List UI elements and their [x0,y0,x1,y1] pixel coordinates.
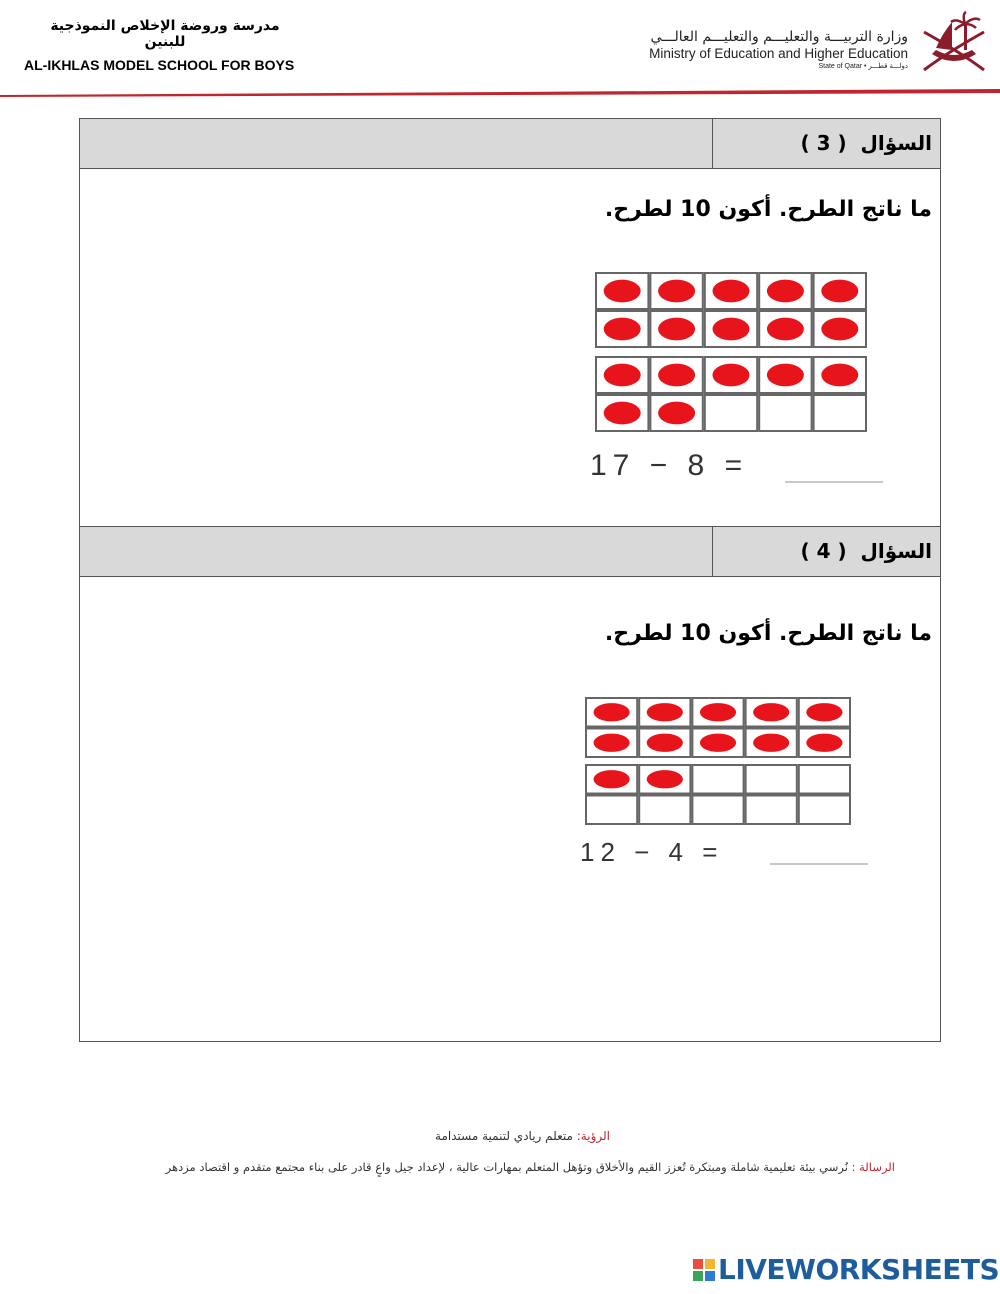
counter-dot [604,364,641,387]
counter-dot [713,318,750,341]
counter-dot [658,318,695,341]
question-4-label: السؤال ( 4 ) [800,539,932,563]
vision-label: الرؤية: [576,1129,610,1143]
counter-dot [658,364,695,387]
counter-dot [594,734,630,752]
counter-dot [604,280,641,303]
liveworksheets-logo-icon [693,1259,715,1281]
counter-dot [647,770,683,788]
question-3-label: السؤال ( 3 ) [800,131,932,155]
ten-frame-pair [585,697,851,825]
counter-dot [658,402,695,425]
ten-frame-cell [692,765,743,794]
ministry-name-arabic: وزارة التربيـــة والتعليـــم والتعليـــم العالـــي [650,29,908,45]
counter-dot [753,734,789,752]
ten-frame [596,273,866,347]
mission-label: الرسالة : [851,1160,895,1174]
counter-dot [658,280,695,303]
qatar-emblem-icon [918,10,990,78]
ten-frame-cell [746,765,797,794]
counter-dot [767,280,804,303]
ten-frame [586,765,850,824]
counter-dot [821,364,858,387]
mission-text: نُرسي بيئة تعليمية شاملة ومبتكرة تُعزز القيم والأخلاق وتؤهل المتعلم بمهارات عالية ، لإعداد جيل واعٍ قادر على بناء مجتمع متقدم و اقتصاد مزدهر [165,1160,852,1174]
ministry-name-english: Ministry of Education and Higher Education [649,46,908,61]
ten-frame-cell [759,395,811,431]
state-of-qatar: State of Qatar • دولـــة قطـــر [818,63,908,70]
ministry-block [580,28,908,72]
question-3-box [79,118,941,527]
counter-dot [713,364,750,387]
question-3-header [80,119,940,169]
counter-dot [604,318,641,341]
counter-dot [700,734,736,752]
question-4-header [80,527,940,577]
question-4-prompt: ما ناتج الطرح. أكون 10 لطرح. [604,621,932,646]
counter-dot [604,402,641,425]
ten-frame-cell [705,395,757,431]
counter-dot [767,364,804,387]
counter-dot [700,703,736,721]
counter-dot [806,734,842,752]
ten-frame-cell [799,796,850,825]
question-3-prompt: ما ناتج الطرح. أكون 10 لطرح. [604,197,932,222]
counter-dot [594,703,630,721]
header-divider [0,82,1000,90]
school-name-arabic: مدرسة وروضة الإخلاص النموذجية للبنين [50,18,280,50]
ten-frame-cell [692,796,743,825]
ten-frame-cell [639,796,690,825]
ten-frame-pair [595,272,867,432]
ten-frame-cell [746,796,797,825]
counter-dot [767,318,804,341]
vision-statement [300,1129,610,1143]
counter-dot [713,280,750,303]
counter-dot [806,703,842,721]
vision-text: متعلم ريادي لتنمية مستدامة [435,1129,577,1143]
question-4-box [79,526,941,1042]
counter-dot [647,703,683,721]
ten-frame-cell [799,765,850,794]
ten-frame [596,357,866,431]
header-cell-divider [712,527,713,576]
counter-dot [821,280,858,303]
header-cell-divider [712,119,713,168]
counter-dot [753,703,789,721]
counter-dot [594,770,630,788]
answer-blank[interactable] [785,481,883,483]
liveworksheets-brand[interactable] [693,1253,1000,1287]
mission-statement [100,1160,895,1174]
ten-frame-cell [586,796,637,825]
school-name-english: AL-IKHLAS MODEL SCHOOL FOR BOYS [24,57,295,73]
ten-frame-cell [814,395,866,431]
answer-blank[interactable] [770,863,868,865]
ten-frame [586,698,850,757]
liveworksheets-wordmark: LIVEWORKSHEETS [718,1253,1000,1286]
counter-dot [821,318,858,341]
equation-text: 17 − 8 = [590,449,749,482]
counter-dot [647,734,683,752]
equation-text: 12 − 4 = [580,837,724,867]
